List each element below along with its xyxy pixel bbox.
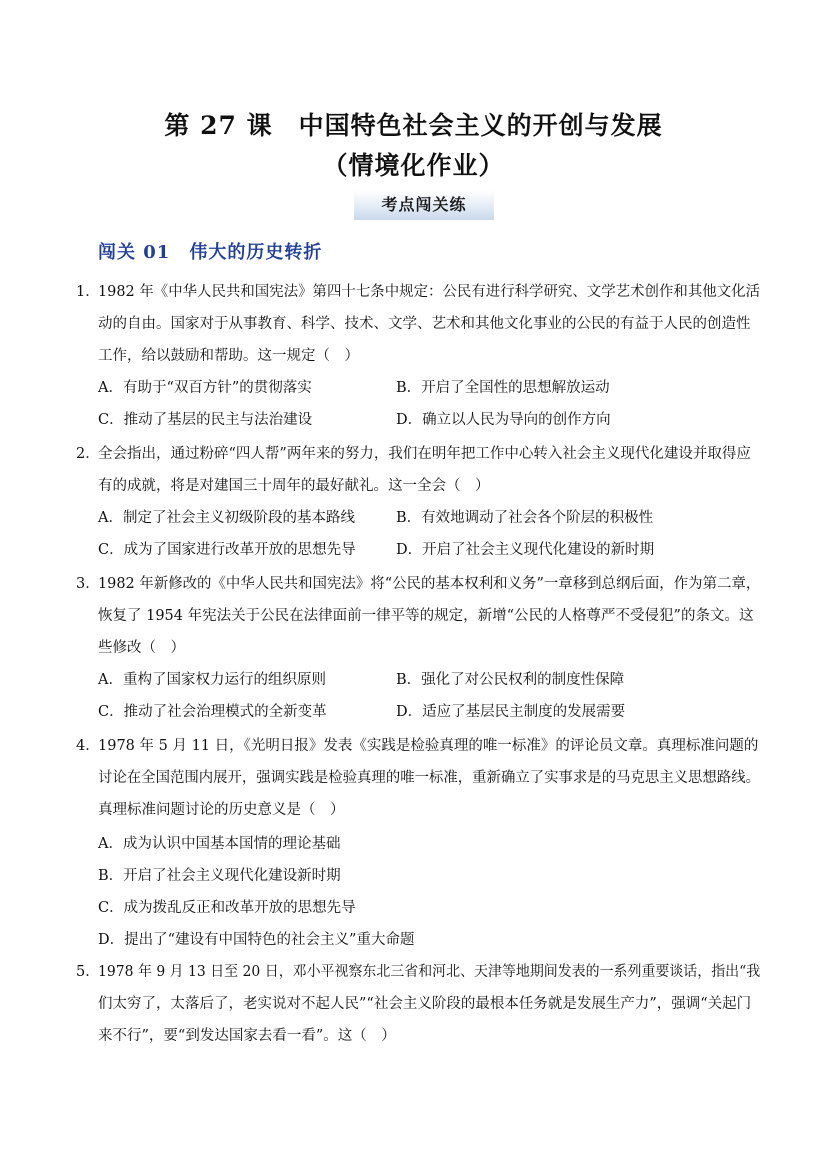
question-number: 5． <box>76 964 100 980</box>
question-text-line: 来不行”，要“到发达国家去看一看”。这（ ） <box>98 1028 396 1044</box>
question-text-line: 们太穷了，太落后了，老实说对不起人民”“社会主义阶段的最根本任务就是发展生产力”，强调“关起门 <box>98 996 752 1012</box>
question-text-line: 真理标准问题讨论的历史意义是（ ） <box>98 802 345 818</box>
option-d[interactable]: D．提出了“建设有中国特色的社会主义”重大命题 <box>98 932 415 948</box>
question-text-line: 1978 年 5 月 11 日，《光明日报》发表《实践是检验真理的唯一标准》的评论员文章。真理标准问题的 <box>98 738 759 754</box>
option-c[interactable]: C．推动了基层的民主与法治建设 <box>98 412 313 428</box>
question-text-line: 讨论在全国范围内展开，强调实践是检验真理的唯一标准，重新确立了实事求是的马克思主义思想路线。 <box>98 770 760 786</box>
question-text-line: 全会指出，通过粉碎“四人帮”两年来的努力，我们在明年把工作中心转入社会主义现代化建设并取得应 <box>98 446 751 462</box>
option-b[interactable]: B．开启了全国性的思想解放运动 <box>396 380 610 396</box>
option-a[interactable]: A．重构了国家权力运行的组织原则 <box>98 672 326 688</box>
option-b[interactable]: B．强化了对公民权利的制度性保障 <box>396 672 625 688</box>
section-badge: 考点闯关练 <box>354 190 494 220</box>
option-b[interactable]: B．开启了社会主义现代化建设新时期 <box>98 868 341 884</box>
question-text-line: 有的成就，将是对建国三十周年的最好献礼。这一全会（ ） <box>98 478 490 494</box>
question-text-line: 恢复了 1954 年宪法关于公民在法律面前一律平等的规定，新增“公民的人格尊严不受侵犯”的条文。这 <box>98 608 754 624</box>
option-d[interactable]: D．开启了社会主义现代化建设的新时期 <box>396 542 655 558</box>
option-a[interactable]: A．有助于“双百方针”的贯彻落实 <box>98 380 312 396</box>
option-c[interactable]: C．成为了国家进行改革开放的思想先导 <box>98 542 356 558</box>
option-a[interactable]: A．制定了社会主义初级阶段的基本路线 <box>98 510 355 526</box>
section-heading: 闯关 01 伟大的历史转折 <box>98 242 323 263</box>
question-number: 3． <box>76 576 100 592</box>
option-d[interactable]: D．适应了基层民主制度的发展需要 <box>396 704 626 720</box>
option-c[interactable]: C．成为拨乱反正和改革开放的思想先导 <box>98 900 356 916</box>
question-number: 4． <box>76 738 100 754</box>
question-text-line: 1978 年 9 月 13 日至 20 日，邓小平视察东北三省和河北、天津等地期间发表的一系列重要谈话，指出“我 <box>98 964 761 980</box>
page-subtitle: （情境化作业） <box>322 151 505 180</box>
option-d[interactable]: D．确立以人民为导向的创作方向 <box>396 412 611 428</box>
question-number: 2． <box>76 446 100 462</box>
option-a[interactable]: A．成为认识中国基本国情的理论基础 <box>98 836 341 852</box>
question-text-line: 1982 年新修改的《中华人民共和国宪法》将“公民的基本权利和义务”一章移到总纲后面，作为第二章， <box>98 576 761 592</box>
page-title: 第 27 课 中国特色社会主义的开创与发展 <box>164 111 663 140</box>
option-b[interactable]: B．有效地调动了社会各个阶层的积极性 <box>396 510 654 526</box>
option-c[interactable]: C．推动了社会治理模式的全新变革 <box>98 704 327 720</box>
question-text-line: 动的自由。国家对于从事教育、科学、技术、文学、艺术和其他文化事业的公民的有益于人民的创造性 <box>98 316 751 332</box>
question-text-line: 些修改（ ） <box>98 640 185 656</box>
question-text-line: 工作，给以鼓励和帮助。这一规定（ ） <box>98 348 359 364</box>
question-number: 1． <box>76 284 100 300</box>
question-text-line: 1982 年《中华人民共和国宪法》第四十七条中规定：公民有进行科学研究、文学艺术创作和其他文化活 <box>98 284 761 300</box>
